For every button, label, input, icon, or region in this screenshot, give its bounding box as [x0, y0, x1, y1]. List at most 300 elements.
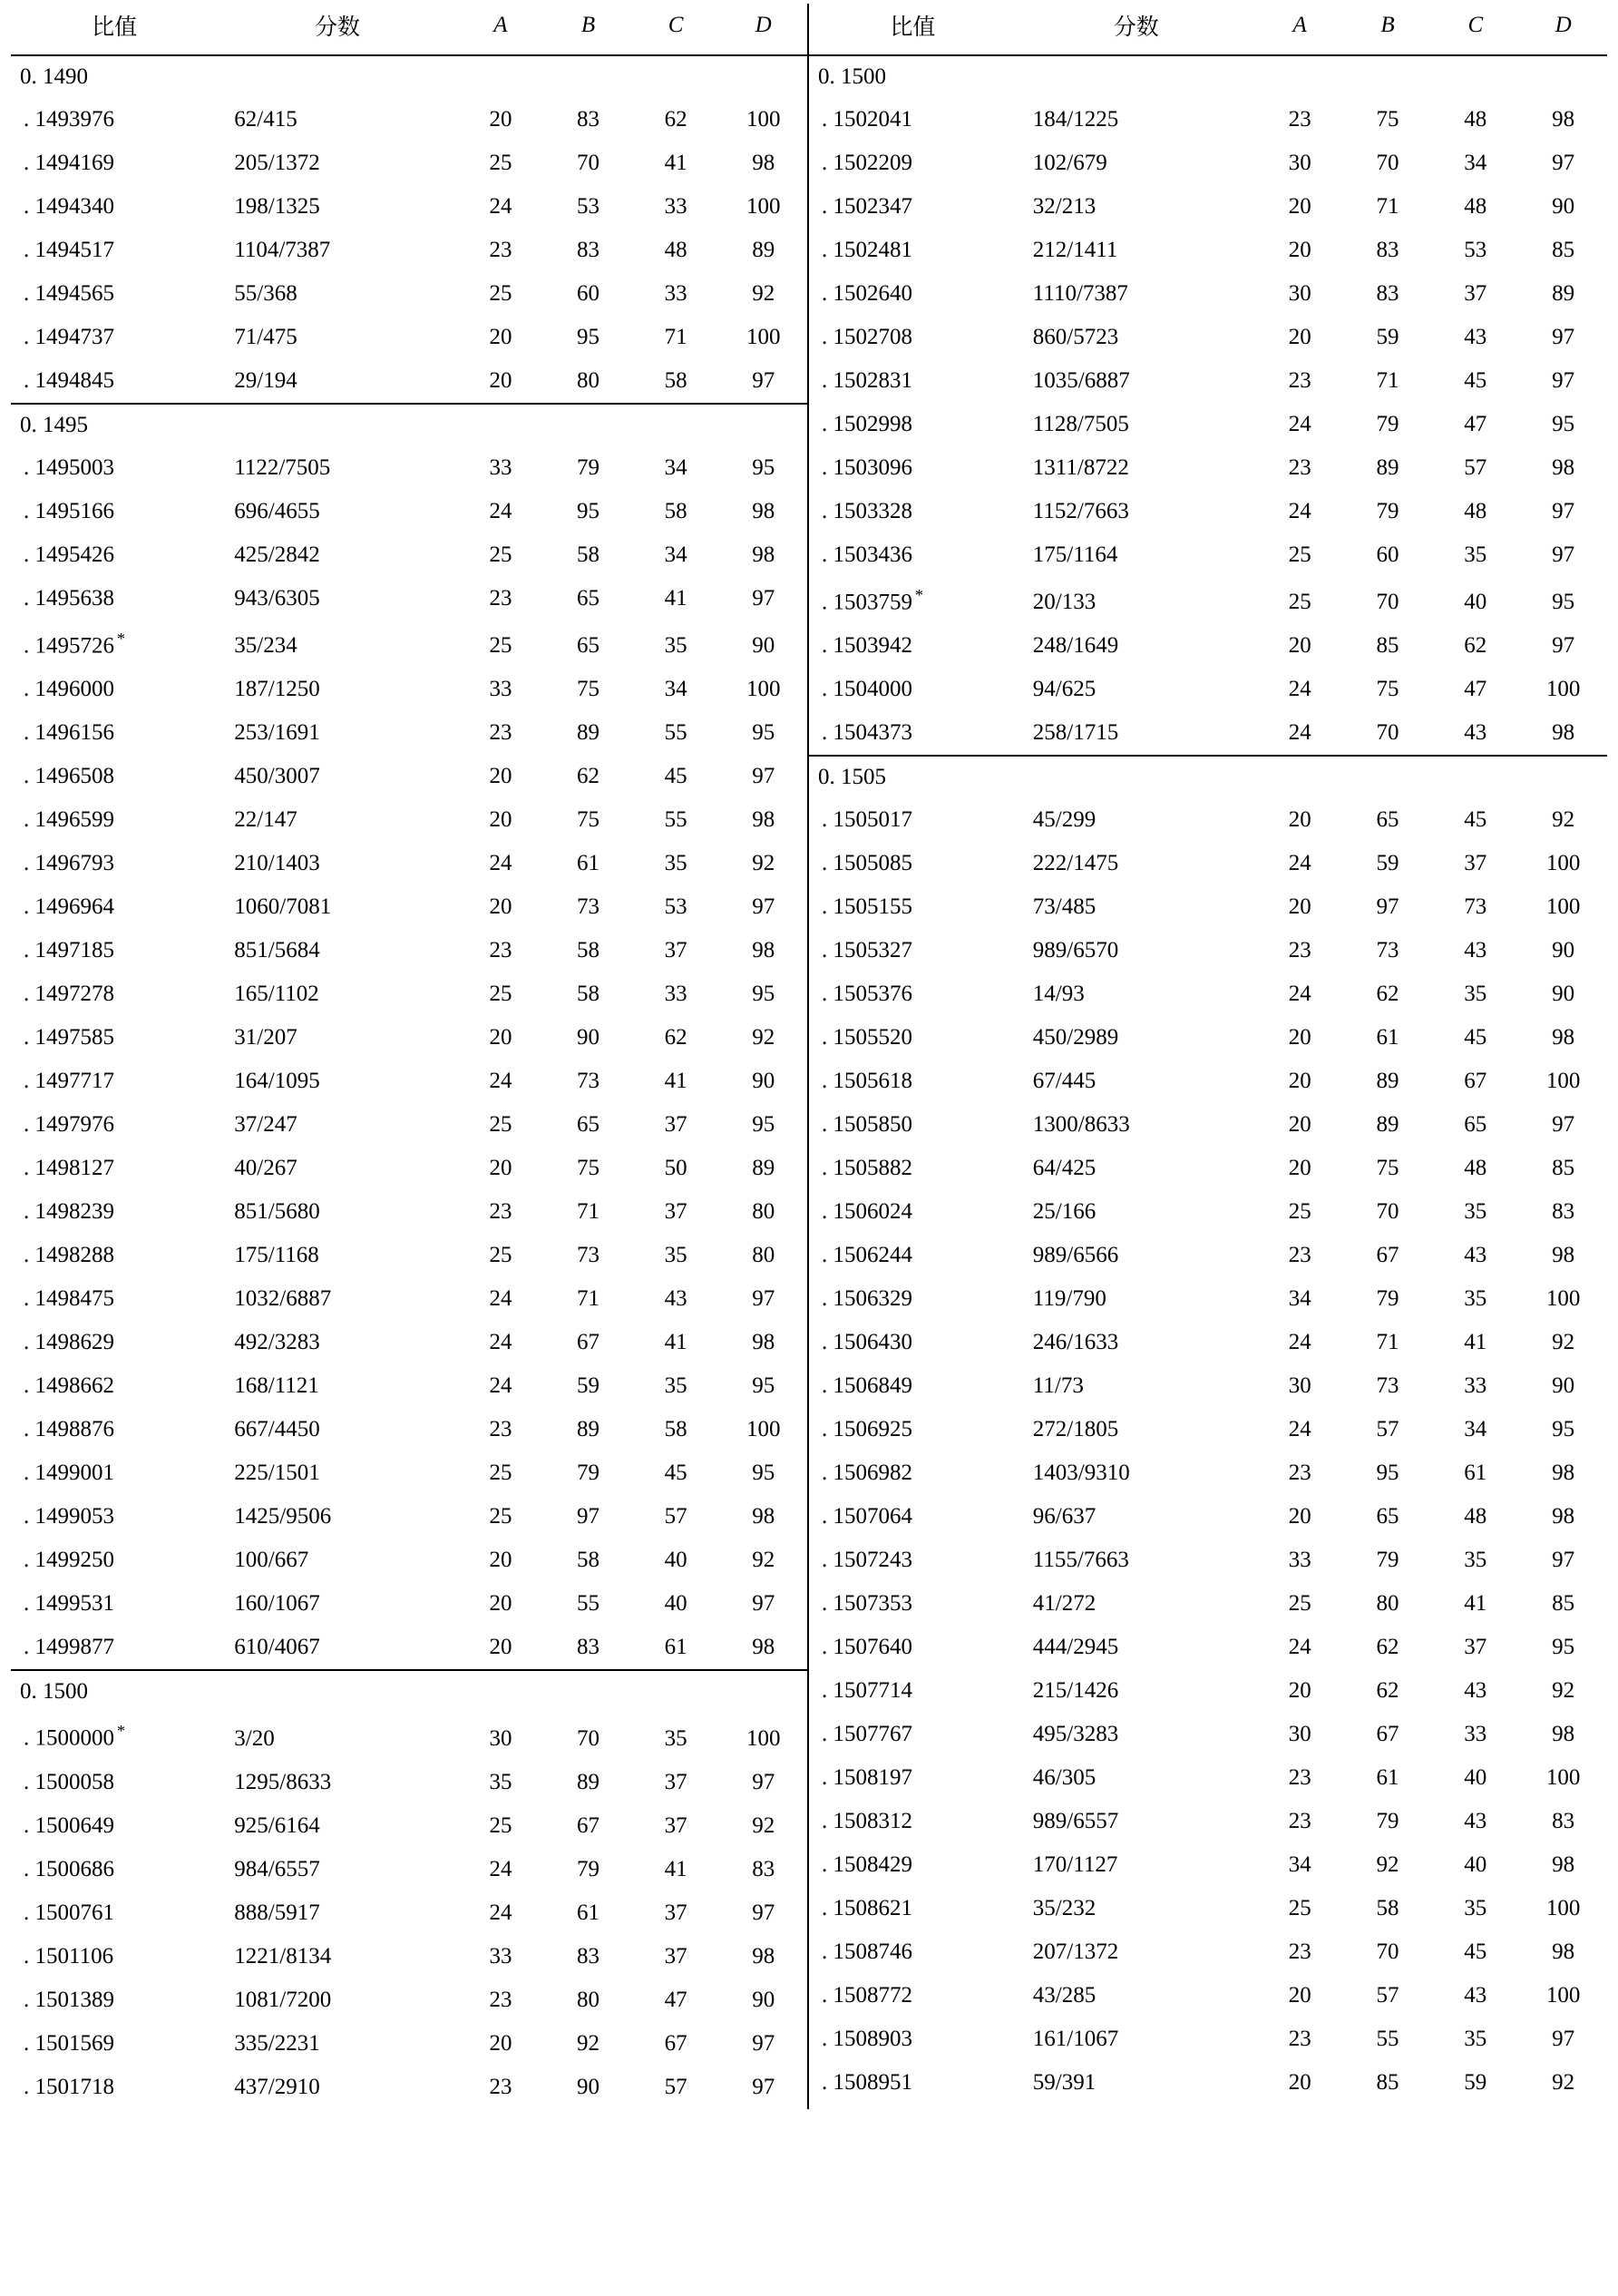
cell-b: 67: [577, 1330, 600, 1355]
cell-ratio: [809, 1147, 1017, 1190]
cell-fraction: 888/5917: [234, 1900, 320, 1925]
cell-a: 20: [489, 1591, 512, 1617]
cell-b: 61: [577, 1900, 600, 1925]
cell-d: 98: [752, 1504, 775, 1529]
cell-d: 98: [1552, 1722, 1575, 1747]
table-row: [809, 1234, 1607, 1277]
cell-a: 34: [1288, 1852, 1311, 1878]
ratio-value: . 1505520: [822, 1025, 912, 1050]
cell-b: 59: [1376, 851, 1399, 876]
cell-c: 43: [1464, 1983, 1487, 2008]
cell-a: 24: [489, 1286, 512, 1312]
cell-ratio: [809, 1887, 1017, 1930]
cell-b: 83: [577, 1635, 600, 1660]
table-row: [809, 446, 1607, 490]
cell-a: 20: [489, 2030, 512, 2056]
ratio-value: . 1503096: [822, 455, 912, 480]
cell-d: 100: [1545, 1896, 1581, 1921]
cell-d: 98: [752, 1330, 775, 1355]
cell-fraction: 925/6164: [234, 1812, 320, 1838]
cell-fraction: 335/2231: [234, 2030, 320, 2056]
cell-d: 100: [1545, 894, 1581, 920]
ratio-value: . 1508951: [822, 2070, 912, 2096]
cell-d: 85: [1552, 238, 1575, 262]
header-row: [11, 4, 807, 55]
cell-b: 62: [577, 764, 600, 789]
cell-a: 24: [1288, 412, 1311, 436]
cell-d: 92: [1552, 2070, 1575, 2096]
cell-b: 75: [577, 1156, 600, 1181]
cell-d: 90: [752, 1069, 775, 1094]
cell-fraction: 425/2842: [234, 542, 320, 567]
cell-c: 48: [1464, 1504, 1487, 1529]
table-row: [11, 1321, 807, 1364]
group-header-row: [11, 404, 807, 446]
header-fraction: 分数: [1017, 4, 1256, 55]
cell-fraction: 20/133: [1032, 590, 1097, 615]
cell-a: 20: [489, 1548, 512, 1573]
cell-a: 24: [1288, 499, 1311, 523]
header-d: D: [1519, 4, 1607, 55]
cell-d: 83: [1552, 1809, 1575, 1834]
ratio-value: . 1504373: [822, 720, 912, 746]
cell-ratio: [11, 446, 218, 490]
cell-ratio: [809, 1103, 1017, 1147]
cell-c: 45: [1464, 1025, 1487, 1050]
cell-ratio: [11, 1804, 218, 1848]
ratio-value: . 1497585: [24, 1025, 114, 1050]
cell-d: 98: [752, 542, 775, 567]
cell-fraction: 14/93: [1032, 982, 1085, 1007]
cell-ratio: [809, 1539, 1017, 1582]
cell-d: 83: [1552, 1199, 1575, 1225]
ratio-value: . 1497976: [24, 1112, 114, 1138]
cell-b: 95: [577, 325, 600, 349]
cell-fraction: 437/2910: [234, 2074, 320, 2099]
ratio-value: . 1500058: [24, 1769, 114, 1794]
cell-c: 43: [1464, 938, 1487, 963]
cell-d: 89: [752, 238, 775, 262]
table-row: [11, 1804, 807, 1848]
cell-fraction: 222/1475: [1032, 851, 1119, 876]
cell-d: 95: [1552, 1417, 1575, 1442]
cell-b: 80: [577, 1987, 600, 2012]
cell-ratio: [809, 2018, 1017, 2061]
cell-d: 100: [746, 677, 781, 702]
cell-c: 40: [664, 1548, 687, 1573]
cell-ratio: [809, 885, 1017, 929]
cell-fraction: 851/5684: [234, 938, 320, 963]
cell-b: 89: [1376, 1069, 1399, 1094]
cell-d: 92: [752, 281, 775, 306]
cell-fraction: 175/1164: [1032, 542, 1118, 567]
cell-c: 58: [664, 368, 687, 393]
cell-ratio: [809, 577, 1017, 624]
group-label: 0. 1495: [11, 404, 807, 446]
cell-d: 97: [752, 586, 775, 611]
cell-b: 95: [577, 499, 600, 523]
cell-a: 30: [1288, 281, 1311, 306]
cell-c: 45: [1464, 807, 1487, 833]
cell-d: 100: [746, 194, 781, 219]
asterisk-marker: *: [915, 586, 923, 604]
cell-ratio: [11, 185, 218, 229]
cell-ratio: [809, 142, 1017, 185]
header-fraction: 分数: [218, 4, 456, 55]
cell-c: 71: [664, 325, 687, 349]
ratio-value: . 1496508: [24, 764, 114, 789]
left-table-head: [11, 4, 807, 55]
cell-ratio: [809, 1451, 1017, 1495]
cell-c: 62: [1464, 633, 1487, 659]
cell-d: 83: [752, 1856, 775, 1881]
cell-d: 89: [752, 1156, 775, 1181]
table-row: [11, 1364, 807, 1408]
header-a: A: [1256, 4, 1344, 55]
cell-fraction: 46/305: [1032, 1765, 1097, 1791]
cell-ratio: [11, 229, 218, 272]
cell-d: 98: [1552, 1243, 1575, 1268]
cell-b: 79: [1376, 1809, 1399, 1834]
cell-a: 24: [1288, 1330, 1311, 1355]
ratio-value: . 1505618: [822, 1069, 912, 1094]
cell-c: 33: [664, 194, 687, 219]
cell-c: 37: [1464, 1635, 1487, 1660]
cell-a: 24: [1288, 982, 1311, 1007]
cell-b: 53: [577, 194, 600, 219]
cell-fraction: 59/391: [1032, 2070, 1097, 2096]
cell-b: 60: [1376, 542, 1399, 567]
ratio-value: . 1498127: [24, 1156, 114, 1181]
cell-d: 100: [1545, 851, 1581, 876]
cell-fraction: 1155/7663: [1032, 1548, 1129, 1573]
cell-fraction: 175/1168: [234, 1243, 319, 1268]
cell-a: 23: [1288, 2027, 1311, 2052]
cell-d: 98: [752, 151, 775, 175]
cell-fraction: 207/1372: [1032, 1939, 1119, 1965]
cell-fraction: 696/4655: [234, 499, 320, 523]
table-row: [11, 1582, 807, 1626]
cell-ratio: [809, 533, 1017, 577]
table-row: [809, 798, 1607, 842]
cell-fraction: 1110/7387: [1032, 281, 1128, 306]
cell-b: 58: [577, 982, 600, 1007]
cell-a: 33: [1288, 1548, 1311, 1573]
cell-d: 100: [746, 107, 781, 132]
cell-c: 34: [664, 677, 687, 702]
cell-ratio: [11, 711, 218, 755]
cell-fraction: 31/207: [234, 1025, 297, 1050]
cell-c: 35: [1464, 2027, 1487, 2052]
cell-a: 30: [1288, 1722, 1311, 1747]
cell-d: 97: [752, 1286, 775, 1312]
cell-a: 20: [1288, 1025, 1311, 1050]
cell-c: 34: [1464, 151, 1487, 175]
cell-ratio: [809, 1408, 1017, 1451]
cell-c: 37: [664, 1769, 687, 1794]
cell-d: 90: [1552, 1373, 1575, 1399]
cell-ratio: [11, 1539, 218, 1582]
cell-c: 35: [1464, 1548, 1487, 1573]
cell-fraction: 170/1127: [1032, 1852, 1118, 1878]
cell-c: 50: [664, 1156, 687, 1181]
cell-fraction: 272/1805: [1032, 1417, 1119, 1442]
cell-d: 92: [752, 1812, 775, 1838]
cell-c: 47: [664, 1987, 687, 2012]
cell-d: 97: [752, 1769, 775, 1794]
cell-b: 70: [1376, 151, 1399, 175]
cell-ratio: [11, 885, 218, 929]
table-row: [809, 272, 1607, 316]
table-row: [809, 2061, 1607, 2105]
cell-d: 97: [752, 894, 775, 920]
table-row: [11, 533, 807, 577]
ratio-value: . 1495638: [24, 586, 114, 611]
cell-c: 40: [1464, 1765, 1487, 1791]
cell-fraction: 495/3283: [1032, 1722, 1119, 1747]
cell-d: 97: [1552, 151, 1575, 175]
cell-fraction: 35/234: [234, 633, 297, 659]
ratio-value: . 1500000: [24, 1725, 114, 1751]
cell-ratio: [809, 316, 1017, 359]
cell-c: 58: [664, 499, 687, 523]
ratio-value: . 1499053: [24, 1504, 114, 1529]
cell-a: 20: [489, 1156, 512, 1181]
cell-d: 95: [1552, 1635, 1575, 1660]
cell-b: 89: [1376, 1112, 1399, 1138]
cell-fraction: 168/1121: [234, 1373, 319, 1399]
cell-c: 35: [664, 1373, 687, 1399]
table-row: [809, 533, 1607, 577]
cell-a: 24: [489, 1373, 512, 1399]
ratio-value: . 1503759: [822, 590, 912, 615]
cell-ratio: [11, 1190, 218, 1234]
cell-a: 24: [1288, 720, 1311, 746]
table-row: [11, 446, 807, 490]
table-row: [809, 1800, 1607, 1843]
cell-fraction: 1152/7663: [1032, 499, 1129, 523]
cell-c: 37: [1464, 281, 1487, 306]
ratio-value: . 1507714: [822, 1678, 912, 1704]
table-row: [11, 1103, 807, 1147]
cell-b: 70: [577, 1725, 600, 1751]
cell-b: 67: [1376, 1243, 1399, 1268]
cell-c: 35: [664, 633, 687, 659]
cell-ratio: [809, 359, 1017, 403]
cell-d: 97: [752, 2030, 775, 2056]
cell-a: 24: [1288, 851, 1311, 876]
cell-c: 35: [664, 851, 687, 876]
cell-c: 48: [1464, 107, 1487, 132]
cell-b: 65: [1376, 1504, 1399, 1529]
cell-ratio: [11, 1364, 218, 1408]
cell-b: 61: [1376, 1765, 1399, 1791]
cell-ratio: [809, 1321, 1017, 1364]
cell-d: 95: [752, 1373, 775, 1399]
table-row: [809, 1582, 1607, 1626]
ratio-value: . 1502209: [822, 151, 912, 175]
cell-fraction: 160/1067: [234, 1591, 320, 1617]
ratio-value: . 1507640: [822, 1635, 912, 1660]
cell-b: 75: [1376, 107, 1399, 132]
cell-ratio: [11, 272, 218, 316]
cell-b: 59: [1376, 325, 1399, 349]
cell-fraction: 40/267: [234, 1156, 297, 1181]
table-row: [11, 229, 807, 272]
ratio-value: . 1500686: [24, 1856, 114, 1881]
cell-fraction: 450/2989: [1032, 1025, 1119, 1050]
cell-b: 89: [577, 1769, 600, 1794]
cell-b: 62: [1376, 1635, 1399, 1660]
table-row: [809, 1364, 1607, 1408]
cell-c: 40: [664, 1591, 687, 1617]
cell-b: 80: [1376, 1591, 1399, 1617]
asterisk-marker: *: [117, 1722, 125, 1741]
cell-a: 24: [489, 1069, 512, 1094]
cell-d: 100: [1545, 1069, 1581, 1094]
table-row: [809, 711, 1607, 756]
ratio-value: . 1498475: [24, 1286, 114, 1312]
table-row: [11, 490, 807, 533]
cell-ratio: [11, 1277, 218, 1321]
cell-d: 90: [1552, 938, 1575, 963]
ratio-value: . 1498876: [24, 1417, 114, 1442]
table-row: [809, 1451, 1607, 1495]
cell-a: 25: [1288, 590, 1311, 615]
table-row: [809, 316, 1607, 359]
cell-a: 23: [489, 2074, 512, 2099]
cell-b: 70: [1376, 590, 1399, 615]
group-header-row: [809, 756, 1607, 798]
cell-c: 37: [664, 1812, 687, 1838]
cell-ratio: [11, 316, 218, 359]
cell-ratio: [11, 1935, 218, 1978]
cell-a: 23: [1288, 1809, 1311, 1834]
cell-fraction: 1122/7505: [234, 455, 331, 480]
cell-a: 25: [489, 151, 512, 175]
cell-b: 83: [1376, 281, 1399, 306]
ratio-value: . 1506024: [822, 1199, 912, 1225]
cell-c: 43: [1464, 1809, 1487, 1834]
ratio-value: . 1498629: [24, 1330, 114, 1355]
cell-c: 35: [664, 1243, 687, 1268]
cell-ratio: [11, 755, 218, 798]
table-row: [11, 1978, 807, 2022]
cell-c: 35: [664, 1725, 687, 1751]
ratio-value: . 1501718: [24, 2074, 114, 2099]
cell-fraction: 610/4067: [234, 1635, 320, 1660]
table-row: [11, 1190, 807, 1234]
cell-a: 20: [1288, 633, 1311, 659]
cell-ratio: [11, 142, 218, 185]
cell-b: 71: [1376, 368, 1399, 393]
ratio-value: . 1501569: [24, 2030, 114, 2056]
table-row: [809, 842, 1607, 885]
cell-c: 41: [664, 151, 687, 175]
table-row: [11, 1277, 807, 1321]
cell-b: 97: [577, 1504, 600, 1529]
ratio-value: . 1495726: [24, 633, 114, 659]
cell-ratio: [809, 668, 1017, 711]
cell-d: 80: [752, 1243, 775, 1268]
cell-fraction: 1104/7387: [234, 238, 331, 262]
cell-fraction: 29/194: [234, 368, 297, 393]
table-row: [11, 1451, 807, 1495]
table-row: [809, 972, 1607, 1016]
cell-b: 85: [1376, 633, 1399, 659]
cell-c: 33: [664, 982, 687, 1007]
cell-b: 58: [577, 542, 600, 567]
table-row: [809, 1756, 1607, 1800]
table-row: [809, 624, 1607, 668]
cell-a: 23: [1288, 938, 1311, 963]
cell-d: 85: [1552, 1591, 1575, 1617]
ratio-value: . 1494517: [24, 238, 114, 262]
cell-c: 35: [1464, 982, 1487, 1007]
cell-d: 97: [752, 1900, 775, 1925]
cell-fraction: 984/6557: [234, 1856, 320, 1881]
table-row: [11, 1626, 807, 1670]
cell-d: 90: [1552, 982, 1575, 1007]
cell-a: 23: [1288, 455, 1311, 480]
cell-c: 45: [1464, 1939, 1487, 1965]
cell-b: 71: [577, 1199, 600, 1225]
table-row: [809, 1277, 1607, 1321]
cell-b: 55: [577, 1591, 600, 1617]
cell-ratio: [809, 624, 1017, 668]
cell-b: 83: [577, 238, 600, 262]
table-row: [809, 403, 1607, 446]
cell-fraction: 1300/8633: [1032, 1112, 1130, 1138]
cell-b: 71: [577, 1286, 600, 1312]
cell-fraction: 164/1095: [234, 1069, 320, 1094]
cell-b: 79: [1376, 412, 1399, 436]
ratio-value: . 1494845: [24, 368, 114, 393]
cell-a: 25: [489, 542, 512, 567]
cell-fraction: 860/5723: [1032, 325, 1119, 349]
header-b: B: [544, 4, 632, 55]
ratio-value: . 1502998: [822, 412, 912, 436]
cell-a: 33: [489, 1943, 512, 1969]
cell-c: 40: [1464, 590, 1487, 615]
cell-d: 97: [1552, 325, 1575, 349]
right-table-block: [809, 4, 1607, 2109]
ratio-value: . 1493976: [24, 107, 114, 132]
cell-b: 65: [577, 633, 600, 659]
cell-d: 100: [1545, 677, 1581, 702]
cell-fraction: 55/368: [234, 281, 297, 306]
cell-d: 89: [1552, 281, 1575, 306]
cell-ratio: [809, 1234, 1017, 1277]
cell-ratio: [809, 446, 1017, 490]
cell-ratio: [809, 972, 1017, 1016]
cell-d: 80: [752, 1199, 775, 1225]
ratio-value: . 1500761: [24, 1900, 114, 1925]
cell-a: 20: [489, 1025, 512, 1050]
cell-ratio: [11, 1321, 218, 1364]
cell-b: 75: [1376, 1156, 1399, 1181]
table-row: [11, 142, 807, 185]
cell-ratio: [11, 1582, 218, 1626]
table-row: [809, 1713, 1607, 1756]
table-row: [11, 620, 807, 668]
table-row: [11, 1495, 807, 1539]
ratio-value: . 1507064: [822, 1504, 912, 1529]
cell-c: 48: [1464, 1156, 1487, 1181]
cell-c: 53: [664, 894, 687, 920]
table-row: [11, 1234, 807, 1277]
table-row: [809, 1016, 1607, 1060]
